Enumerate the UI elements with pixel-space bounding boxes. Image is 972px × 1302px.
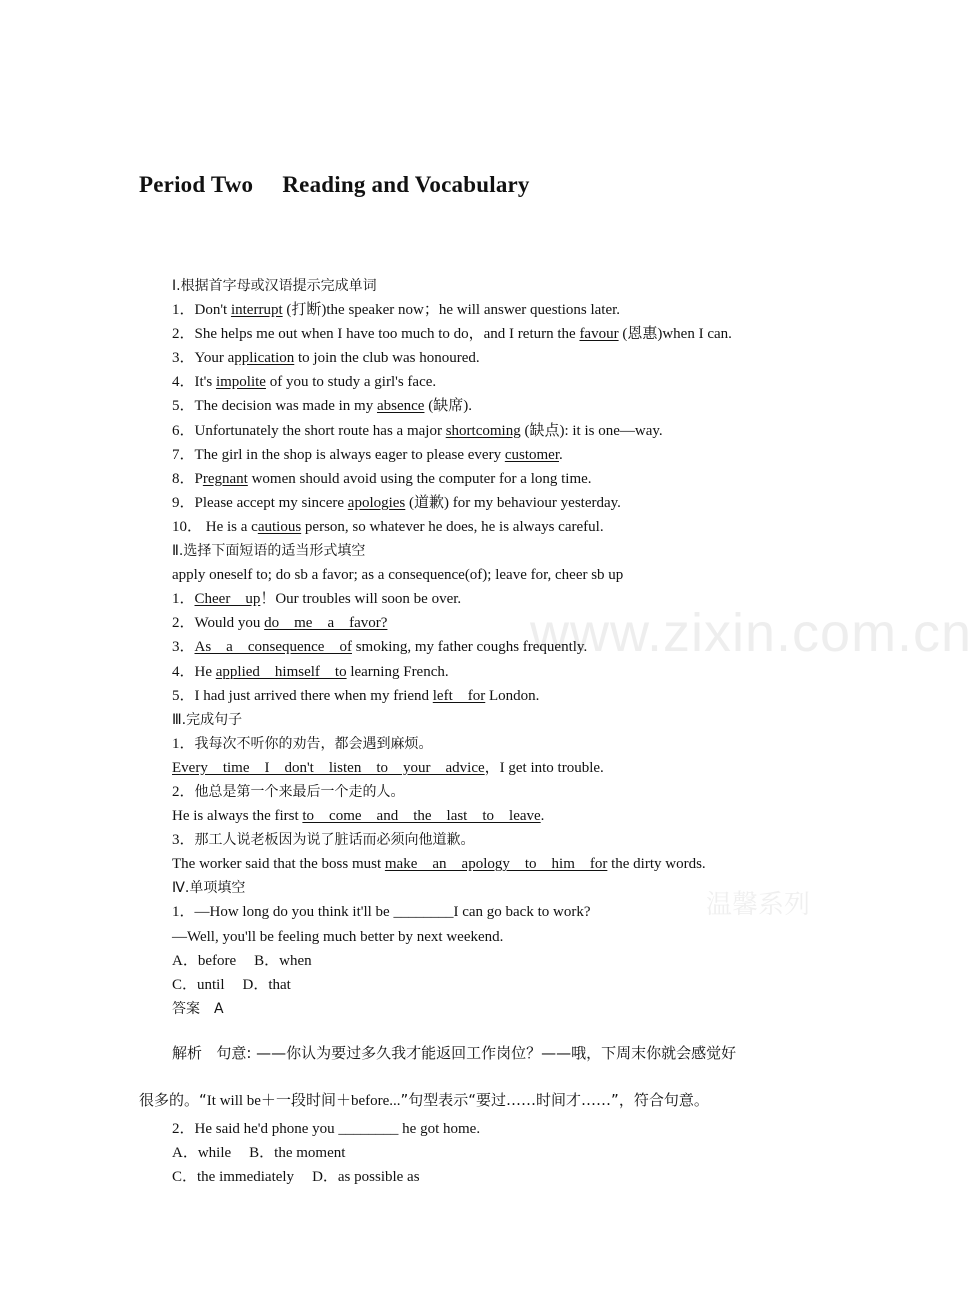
item-text-after: to join the club was honoured.	[294, 350, 480, 367]
item-number: 2．	[172, 326, 195, 343]
answer-underlined: left for	[432, 687, 486, 704]
item-text-after: (恩惠)when I can.	[618, 326, 732, 343]
item-text-after: (道歉) for my behaviour yesterday.	[405, 494, 621, 511]
answer-underlined: do me a favor?	[264, 615, 388, 632]
section-1-list	[172, 298, 812, 539]
question-2-options-ab	[172, 1141, 812, 1165]
item-text-after: learning French.	[346, 663, 449, 680]
item-number: 1．	[172, 591, 195, 608]
item-text-before: The worker said that the boss must	[172, 856, 385, 873]
item-number: 7．	[172, 446, 195, 463]
item-number: 3．	[172, 832, 195, 849]
option-c: C．until	[172, 976, 225, 993]
list-item	[172, 611, 812, 635]
list-item	[172, 587, 812, 611]
item-text-after: (打断)the speaker now；he will answer questions later.	[282, 302, 621, 319]
chinese-sentence: 我每次不听你的劝告，都会遇到麻烦。	[194, 735, 433, 752]
answer-underlined: As a consequence of	[194, 639, 352, 656]
item-number: 1．	[172, 302, 195, 319]
section-3-heading: Ⅲ.完成句子	[172, 711, 243, 728]
item-number: 5．	[172, 398, 195, 415]
item-text-before: I had just arrived there when my friend	[194, 687, 433, 704]
list-item	[172, 804, 812, 828]
item-text-before: The girl in the shop is always eager to please every	[194, 446, 505, 463]
answer-underlined: shortcoming	[445, 422, 521, 439]
watermark-secondary: 温馨系列	[706, 890, 811, 920]
option-d: D．that	[242, 976, 291, 993]
section-2-heading: Ⅱ.选择下面短语的适当形式填空	[172, 543, 366, 560]
item-number: 2．	[172, 783, 195, 800]
translation-prompt	[172, 828, 812, 852]
section-1-heading: Ⅰ.根据首字母或汉语提示完成单词	[172, 278, 377, 294]
item-text-before: P	[194, 470, 203, 487]
item-number: 10．	[172, 518, 203, 535]
list-item	[172, 756, 812, 780]
answer-underlined: Every time I don't listen to your advice	[172, 759, 485, 776]
item-text-after: (缺点): it is one—way.	[520, 422, 663, 439]
item-text-after: (缺席).	[424, 398, 472, 415]
item-number: 6．	[172, 422, 195, 439]
item-text-before: He is a c	[202, 518, 258, 535]
question-2-options-cd	[172, 1165, 812, 1189]
answer-underlined: favour	[579, 326, 619, 343]
list-item	[172, 322, 812, 346]
answer-underlined: to come and the last to leave	[302, 808, 541, 825]
exercise-content	[172, 274, 812, 1021]
question-1-options-ab	[172, 949, 812, 973]
list-item	[172, 491, 812, 515]
item-text-after: .	[540, 808, 545, 825]
list-item	[172, 346, 812, 370]
item-number: 4．	[172, 663, 195, 680]
analysis-line-2: 很多的。“It will be＋一段时间＋before...”句型表示“要过……时间才……”，符合句意。	[139, 1091, 709, 1109]
item-text-before: The decision was made in my	[194, 398, 377, 415]
list-item	[172, 660, 812, 684]
question-1-options-cd	[172, 973, 812, 997]
item-text-before: Don't	[194, 302, 231, 319]
item-text-before: Please accept my sincere	[194, 494, 348, 511]
answer-underlined: customer	[504, 446, 559, 463]
page-title: Period Two Reading and Vocabulary	[139, 172, 530, 197]
question-1-stem: 1．—How long do you think it'll be ________I can go back to work?	[172, 904, 591, 921]
answer-underlined: Cheer up	[194, 591, 261, 608]
item-number: 8．	[172, 470, 195, 487]
question-1-stem-reply: —Well, you'll be feeling much better by next weekend.	[172, 928, 504, 945]
section-3-list	[172, 732, 812, 877]
list-item	[172, 443, 812, 467]
item-number: 9．	[172, 494, 195, 511]
option-a: A．before	[172, 952, 237, 969]
section-4-heading: Ⅳ.单项填空	[172, 880, 246, 897]
answer-underlined: pplication	[234, 350, 295, 367]
chinese-sentence: 他总是第一个来最后一个走的人。	[194, 783, 405, 800]
list-item	[172, 370, 812, 394]
answer-underlined: interrupt	[230, 302, 283, 319]
item-text-before: She helps me out when I have too much to do，and I return the	[194, 326, 580, 343]
list-item	[172, 684, 812, 708]
item-text-before: Your a	[194, 350, 235, 367]
item-number: 4．	[172, 374, 195, 391]
item-number: 2．	[172, 615, 195, 632]
answer-underlined: applied himself to	[215, 663, 347, 680]
item-text-after: person, so whatever he does, he is always careful.	[301, 518, 604, 535]
phrase-bank: apply oneself to; do sb a favor; as a consequence(of); leave for, cheer sb up	[172, 567, 624, 584]
list-item	[172, 419, 812, 443]
answer-underlined: absence	[376, 398, 425, 415]
chinese-sentence: 那工人说老板因为说了脏话而必须向他道歉。	[194, 832, 475, 849]
item-text-before: Unfortunately the short route has a major	[194, 422, 446, 439]
question-1-answer: 答案 A	[172, 1000, 224, 1017]
list-item	[172, 635, 812, 659]
item-text-after: .	[558, 446, 563, 463]
analysis-line-1: 解析 句意: ——你认为要过多久我才能返回工作岗位？——哦，下周末你就会感觉好	[172, 1044, 737, 1062]
option-b: B．when	[254, 952, 312, 969]
item-number: 3．	[172, 639, 195, 656]
option-b: B．the moment	[249, 1145, 346, 1162]
item-text-after: the dirty words.	[607, 856, 706, 873]
section-2-list	[172, 587, 812, 707]
item-text-after: London.	[485, 687, 540, 704]
option-c: C．the immediately	[172, 1169, 295, 1186]
answer-underlined: impolite	[215, 374, 266, 391]
item-number: 1．	[172, 735, 195, 752]
translation-prompt	[172, 732, 812, 756]
question-2	[172, 1117, 812, 1189]
answer-underlined: apologies	[347, 494, 406, 511]
list-item	[172, 852, 812, 876]
question-2-stem: 2．He said he'd phone you ________ he got home.	[172, 1121, 481, 1137]
analysis-label: 解析	[172, 1044, 203, 1062]
item-number: 3．	[172, 350, 195, 367]
item-text-before: He is always the first	[172, 808, 303, 825]
list-item	[172, 394, 812, 418]
watermark: www.zixin.com.cn	[530, 603, 972, 663]
list-item	[172, 467, 812, 491]
answer-underlined: autious	[257, 518, 302, 535]
option-d: D．as possible as	[312, 1169, 420, 1186]
list-item	[172, 298, 812, 322]
item-number: 5．	[172, 687, 195, 704]
question-1-analysis	[139, 1030, 799, 1125]
list-item	[172, 515, 812, 539]
answer-underlined: regnant	[202, 470, 248, 487]
item-text-after: ！Our troubles will soon be over.	[260, 591, 462, 608]
item-text-before: He	[194, 663, 216, 680]
item-text-after: smoking, my father coughs frequently.	[351, 639, 588, 656]
item-text-after: of you to study a girl's face.	[265, 374, 437, 391]
answer-underlined: make an apology to him for	[384, 856, 608, 873]
option-a: A．while	[172, 1145, 232, 1162]
translation-prompt	[172, 780, 812, 804]
item-text-after: ，I get into trouble.	[484, 759, 604, 776]
item-text-before: Would you	[194, 615, 265, 632]
item-text-before: It's	[194, 374, 216, 391]
item-text-after: women should avoid using the computer for a long time.	[247, 470, 592, 487]
